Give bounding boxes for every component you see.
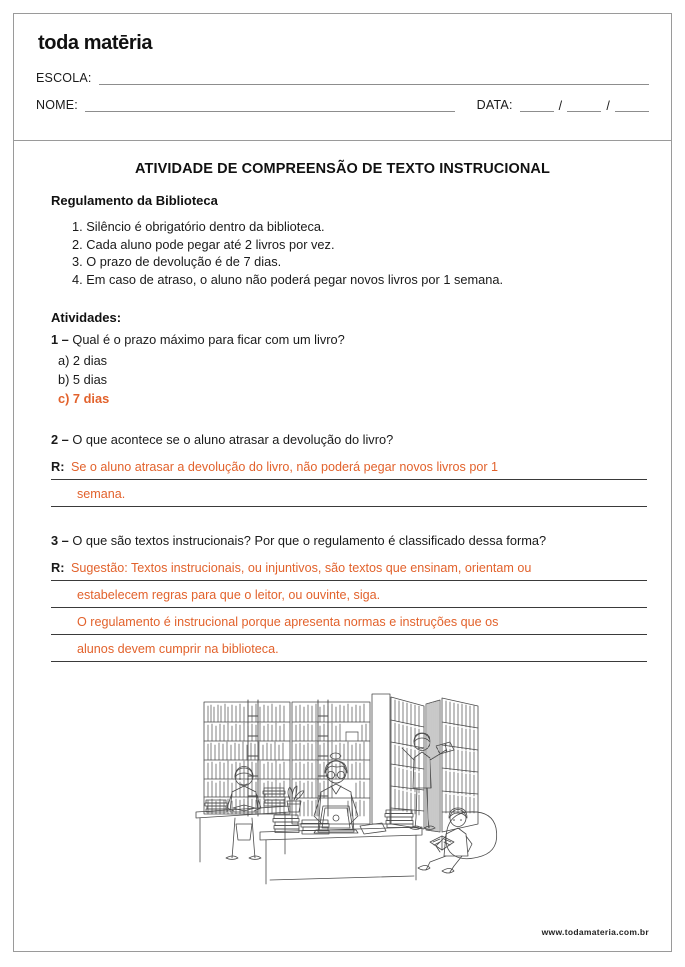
question-1-prompt: Qual é o prazo máximo para ficar com um livro? [72, 332, 345, 347]
question-3-number: 3 – [51, 533, 69, 548]
book-stack-left-table-2 [263, 788, 285, 806]
brand-logo: toda matēria [38, 32, 153, 54]
date-day-input[interactable] [520, 101, 554, 112]
question-3-answer-line-4[interactable] [51, 635, 647, 662]
activities-label: Atividades: [51, 310, 122, 325]
pillar-center [372, 694, 390, 824]
date-year-input[interactable] [615, 101, 649, 112]
question-2-answer-text-2: semana. [77, 487, 126, 501]
school-input-line[interactable] [99, 74, 649, 85]
date-label: DATA: [476, 98, 513, 112]
question-1-option-c[interactable]: c) 7 dias [58, 391, 110, 406]
rule-item: 4. Em caso de atraso, o aluno não poderá pegar novos livros por 1 semana. [72, 271, 504, 287]
bookshelf-right-angled [391, 697, 424, 829]
question-3-answer-text-3: O regulamento é instrucional porque apresenta normas e instruções que os [77, 615, 499, 629]
desk-center [260, 827, 422, 884]
question-3-block [38, 533, 647, 662]
page-header [14, 14, 671, 141]
text-subtitle: Regulamento da Biblioteca [51, 193, 218, 208]
rule-item: 3. O prazo de devolução é de 7 dias. [72, 254, 282, 269]
potted-plant [287, 786, 304, 812]
date-separator-1: / [558, 99, 563, 113]
question-3-answer-line-2[interactable] [51, 581, 647, 608]
school-label: ESCOLA: [36, 71, 92, 85]
question-1-option-a[interactable]: a) 2 dias [58, 353, 108, 368]
question-3-prompt: O que são textos instrucionais? Por que o regulamento é classificado dessa forma? [72, 533, 547, 548]
table-left [196, 806, 290, 862]
name-date-field-row [36, 98, 649, 112]
question-2-answer-line-2[interactable] [51, 480, 647, 507]
date-separator-2: / [606, 99, 610, 113]
beanbag-chair [446, 812, 497, 859]
question-3-answer-text-1: Sugestão: Textos instrucionais, ou injuntivos, são textos que ensinam, orientam ou [71, 561, 532, 575]
name-label: NOME: [36, 98, 78, 112]
date-field-group [477, 98, 649, 112]
question-2-answer-text-1: Se o aluno atrasar a devolução do livro, não poderá pegar novos livros por 1 [71, 460, 499, 474]
question-3-answer-line-1[interactable] [51, 554, 647, 581]
rule-item: 2. Cada aluno pode pegar até 2 livros por vez. [72, 236, 335, 252]
question-1-number: 1 – [51, 332, 69, 347]
page-title: ATIVIDADE DE COMPREENSÃO DE TEXTO INSTRUCIONAL [135, 161, 550, 177]
library-illustration [178, 684, 508, 889]
question-3-answer-label: R: [51, 560, 65, 575]
question-2-number: 2 – [51, 432, 69, 447]
date-month-input[interactable] [567, 101, 601, 112]
question-3-answer-line-3[interactable] [51, 608, 647, 635]
worksheet-page [13, 13, 672, 952]
question-1-block [38, 332, 647, 406]
question-2-answer-label: R: [51, 459, 65, 474]
name-input-line[interactable] [85, 101, 455, 112]
question-3-text [51, 533, 647, 548]
footer-url: www.todamateria.com.br [541, 927, 649, 937]
question-1-option-b[interactable]: b) 5 dias [58, 372, 108, 387]
question-3-answer-text-4: alunos devem cumprir na biblioteca. [77, 642, 279, 656]
school-field-row [36, 71, 649, 85]
question-1-text [51, 332, 647, 347]
worksheet-content [14, 141, 671, 889]
question-2-prompt: O que acontece se o aluno atrasar a devolução do livro? [72, 432, 394, 447]
question-2-text [51, 432, 647, 447]
question-2-answer-line-1[interactable] [51, 453, 647, 480]
rule-item: 1. Silêncio é obrigatório dentro da biblioteca. [72, 219, 325, 234]
regulation-rules-list [72, 218, 647, 288]
question-3-answer-text-2: estabelecem regras para que o leitor, ou ouvinte, siga. [77, 588, 381, 602]
question-2-block [38, 432, 647, 507]
